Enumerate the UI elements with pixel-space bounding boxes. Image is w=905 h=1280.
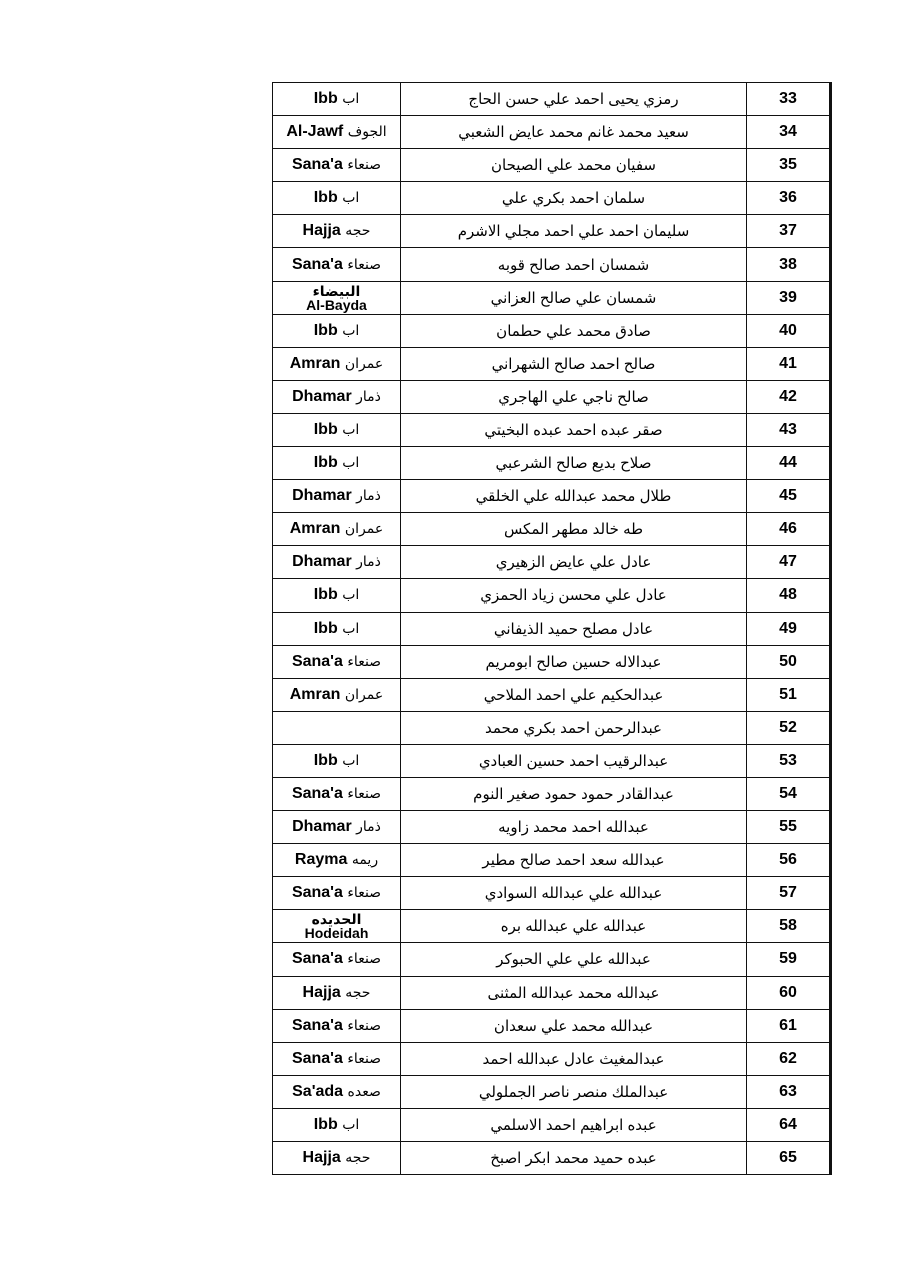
name-cell: طه خالد مطهر المكس [401,513,747,546]
row-number-cell: 49 [747,612,831,645]
governorate-cell [273,447,401,480]
row-number-cell: 51 [747,678,831,711]
row-number-cell: 37 [747,215,831,248]
governorate-english: Ibb [313,619,338,637]
governorate-cell [273,877,401,910]
governorate-arabic: صنعاء [347,884,382,901]
name-cell: صقر عبده احمد عبده البخيتي [401,413,747,446]
governorate-cell [273,777,401,810]
name-cell: عبدالله احمد محمد زاويه [401,811,747,844]
table-row [273,777,831,810]
governorate-arabic: صنعاء [347,652,382,669]
governorate-cell [273,1142,401,1175]
governorate-cell [273,149,401,182]
governorate-cell [273,546,401,579]
table-row [273,248,831,281]
governorate-english: Sa'ada [292,1082,344,1100]
governorate-english: Amran [289,520,341,538]
table-row [273,413,831,446]
names-table [272,82,832,1175]
name-cell: عبدالرحمن احمد بكري محمد [401,711,747,744]
governorate-cell [273,678,401,711]
governorate-arabic: حجه [345,222,371,239]
governorate-english: Ibb [313,454,338,472]
governorate-english: Hajja [302,222,341,240]
row-number-cell: 63 [747,1075,831,1108]
governorate-english: Dhamar [292,487,352,505]
governorate-cell [273,182,401,215]
row-number-cell: 36 [747,182,831,215]
row-number-cell: 65 [747,1142,831,1175]
governorate-english: Hajja [302,983,341,1001]
governorate-arabic: عمران [344,354,384,371]
name-cell: سلمان احمد بكري علي [401,182,747,215]
governorate-label [273,912,400,940]
row-number-cell: 42 [747,380,831,413]
governorate-arabic: ذمار [356,553,381,570]
governorate-cell [273,910,401,943]
governorate-cell [273,248,401,281]
table-row [273,877,831,910]
governorate-english: Al-Jawf [286,123,344,141]
name-cell: عبدالله محمد علي سعدان [401,1009,747,1042]
name-cell: عبدالله علي عبدالله بره [401,910,747,943]
governorate-cell [273,215,401,248]
governorate-cell [273,645,401,678]
table-row [273,678,831,711]
row-number-cell: 64 [747,1108,831,1141]
governorate-cell [273,1075,401,1108]
governorate-english: Sana'a [291,785,343,803]
name-cell: صالح احمد صالح الشهراني [401,347,747,380]
name-cell: صلاح بديع صالح الشرعبي [401,447,747,480]
governorate-arabic: عمران [344,520,384,537]
name-cell: عبدالمغيث عادل عبدالله احمد [401,1042,747,1075]
name-cell: عبدالله علي علي الحبوكر [401,943,747,976]
governorate-arabic: اب [342,586,360,603]
governorate-arabic: ذمار [356,487,381,504]
governorate-cell [273,943,401,976]
governorate-arabic: ذمار [356,387,381,404]
name-cell: سعيد محمد غانم محمد عايض الشعبي [401,116,747,149]
row-number-cell: 33 [747,83,831,116]
table-row [273,314,831,347]
row-number-cell: 58 [747,910,831,943]
row-number-cell: 39 [747,281,831,314]
governorate-arabic: الجوف [347,123,387,140]
governorate-arabic: اب [342,454,360,471]
table-row [273,910,831,943]
governorate-english: Sana'a [291,1049,343,1067]
name-cell: عبدالحكيم علي احمد الملاحي [401,678,747,711]
governorate-arabic: حجه [345,983,371,1000]
table-row [273,844,831,877]
table-row [273,612,831,645]
governorate-english: Amran [289,685,341,703]
row-number-cell: 40 [747,314,831,347]
governorate-cell [273,1108,401,1141]
governorate-english: Dhamar [292,553,352,571]
governorate-english: Sana'a [291,1016,343,1034]
table-row [273,380,831,413]
governorate-english: Rayma [294,851,348,869]
governorate-cell [273,281,401,314]
names-table-body [273,83,831,1175]
name-cell: طلال محمد عبدالله علي الخلقي [401,480,747,513]
name-cell: عبدالقادر حمود حمود صغير النوم [401,777,747,810]
governorate-arabic: صنعاء [347,1049,382,1066]
row-number-cell: 56 [747,844,831,877]
row-number-cell: 55 [747,811,831,844]
governorate-cell [273,612,401,645]
name-cell: عبده حميد محمد ابكر اصبخ [401,1142,747,1175]
governorate-arabic: صنعاء [347,785,382,802]
row-number-cell: 41 [747,347,831,380]
name-cell: عبده ابراهيم احمد الاسلمي [401,1108,747,1141]
row-number-cell: 60 [747,976,831,1009]
governorate-arabic: اب [342,1115,360,1132]
table-row [273,1108,831,1141]
table-row [273,579,831,612]
table-row [273,645,831,678]
governorate-arabic: اب [342,751,360,768]
name-cell: عبدالله سعد احمد صالح مطير [401,844,747,877]
table-row [273,480,831,513]
governorate-english: Ibb [313,90,338,108]
row-number-cell: 50 [747,645,831,678]
governorate-english: Ibb [313,1115,338,1133]
table-row [273,149,831,182]
table-row [273,976,831,1009]
name-cell: عادل علي عايض الزهيري [401,546,747,579]
governorate-arabic: صعده [347,1082,381,1099]
governorate-arabic: صنعاء [347,156,382,173]
table-row [273,347,831,380]
governorate-cell [273,380,401,413]
governorate-arabic: ذمار [356,818,381,835]
governorate-cell [273,1009,401,1042]
governorate-english: Ibb [313,420,338,438]
governorate-label [273,284,400,312]
row-number-cell: 61 [747,1009,831,1042]
governorate-cell [273,844,401,877]
governorate-arabic: اب [342,90,360,107]
governorate-cell [273,413,401,446]
governorate-cell [273,513,401,546]
governorate-english: Hodeidah [304,925,369,942]
governorate-arabic: حجه [345,1149,371,1166]
table-row [273,1042,831,1075]
row-number-cell: 53 [747,744,831,777]
name-cell: شمسان علي صالح العزاني [401,281,747,314]
governorate-arabic: اب [342,619,360,636]
governorate-arabic: صنعاء [347,1016,382,1033]
governorate-english: Ibb [313,751,338,769]
row-number-cell: 54 [747,777,831,810]
table-row [273,943,831,976]
governorate-english: Sana'a [291,950,343,968]
table-row [273,447,831,480]
name-cell: عبدالاله حسين صالح ابومريم [401,645,747,678]
row-number-cell: 35 [747,149,831,182]
governorate-english: Sana'a [291,652,343,670]
governorate-arabic: صنعاء [347,950,382,967]
table-row [273,1075,831,1108]
governorate-english: Dhamar [292,818,352,836]
governorate-english: Sana'a [291,255,343,273]
governorate-english: Ibb [313,321,338,339]
row-number-cell: 62 [747,1042,831,1075]
governorate-cell [273,480,401,513]
governorate-english: Ibb [313,586,338,604]
name-cell: عادل علي محسن زياد الحمزي [401,579,747,612]
name-cell: عبدالملك منصر ناصر الجملولي [401,1075,747,1108]
name-cell: عبدالله محمد عبدالله المثنى [401,976,747,1009]
governorate-arabic: صنعاء [347,255,382,272]
row-number-cell: 44 [747,447,831,480]
governorate-english: Ibb [313,189,338,207]
governorate-english: Sana'a [291,156,343,174]
governorate-cell [273,116,401,149]
governorate-english: Sana'a [291,884,343,902]
table-row [273,711,831,744]
name-cell: سليمان احمد علي احمد مجلي الاشرم [401,215,747,248]
table-row [273,1009,831,1042]
row-number-cell: 48 [747,579,831,612]
table-row [273,513,831,546]
name-cell: صادق محمد علي حطمان [401,314,747,347]
governorate-arabic: البيضاء [312,282,361,299]
name-cell: عبدالرقيب احمد حسين العبادي [401,744,747,777]
row-number-cell: 57 [747,877,831,910]
governorate-arabic: الحديده [311,911,362,928]
governorate-english: Dhamar [292,387,352,405]
governorate-english: Al-Bayda [306,296,367,313]
governorate-arabic: ريمه [351,851,379,868]
name-cell: سفيان محمد علي الصيحان [401,149,747,182]
governorate-arabic: اب [342,189,360,206]
table-row [273,811,831,844]
row-number-cell: 59 [747,943,831,976]
governorate-english: Amran [289,354,341,372]
governorate-english: Hajja [302,1149,341,1167]
governorate-arabic: عمران [344,685,384,702]
table-row [273,281,831,314]
table-row [273,83,831,116]
row-number-cell: 43 [747,413,831,446]
name-cell: صالح ناجي علي الهاجري [401,380,747,413]
table-row [273,546,831,579]
row-number-cell: 47 [747,546,831,579]
governorate-cell [273,711,401,744]
name-cell: شمسان احمد صالح قوبه [401,248,747,281]
row-number-cell: 46 [747,513,831,546]
row-number-cell: 38 [747,248,831,281]
governorate-cell [273,347,401,380]
name-cell: عبدالله علي عبدالله السوادي [401,877,747,910]
row-number-cell: 45 [747,480,831,513]
governorate-cell [273,1042,401,1075]
table-row [273,215,831,248]
table-row [273,744,831,777]
table-row [273,182,831,215]
table-row [273,116,831,149]
governorate-cell [273,579,401,612]
governorate-arabic: اب [342,420,360,437]
governorate-cell [273,976,401,1009]
row-number-cell: 34 [747,116,831,149]
governorate-cell [273,744,401,777]
governorate-cell [273,314,401,347]
name-cell: عادل مصلح حميد الذيفاني [401,612,747,645]
row-number-cell: 52 [747,711,831,744]
table-row [273,1142,831,1175]
governorate-cell [273,811,401,844]
governorate-cell [273,83,401,116]
name-cell: رمزي يحيى احمد علي حسن الحاج [401,83,747,116]
governorate-arabic: اب [342,321,360,338]
